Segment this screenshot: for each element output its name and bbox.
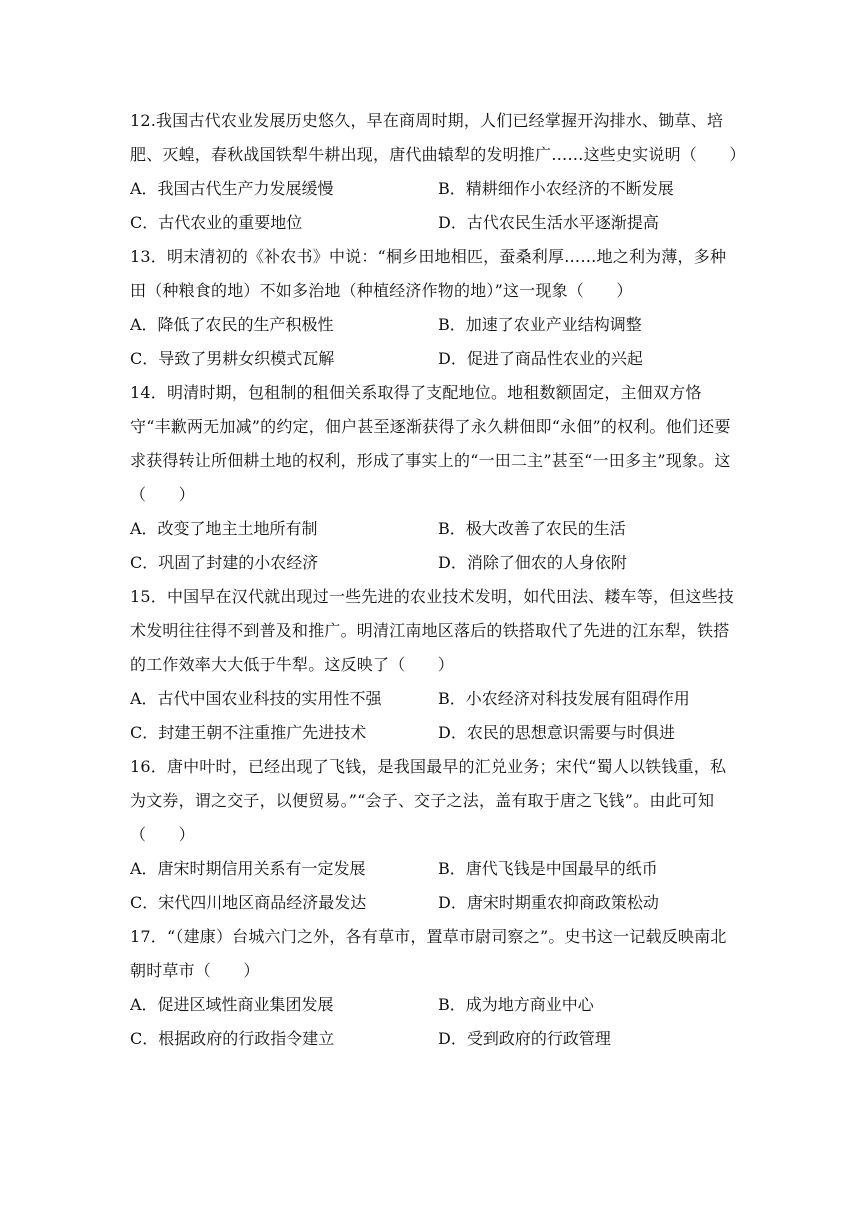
option-a: A．我国古代生产力发展缓慢 xyxy=(130,179,334,198)
question-stem: 13．明末清初的《补农书》中说：“桐乡田地相匹，蚕桑利厚……地之利为薄，多种田（种粮食的地）不如多治地（种植经济作物的地）”这一现象（ ） xyxy=(130,247,727,300)
option-a: A．唐宋时期信用关系有一定发展 xyxy=(130,859,366,878)
options-grid xyxy=(130,172,740,240)
option-d: D．受到政府的行政管理 xyxy=(438,1029,611,1048)
options-grid xyxy=(130,852,740,920)
option-c: C．古代农业的重要地位 xyxy=(130,213,303,232)
option-c: C．宋代四川地区商品经济最发达 xyxy=(130,893,367,912)
option-b: B．唐代飞钱是中国最早的纸币 xyxy=(438,859,658,878)
options-grid xyxy=(130,682,740,750)
question-15 xyxy=(130,580,740,750)
option-c: C．导致了男耕女织模式瓦解 xyxy=(130,349,335,368)
option-a: A．促进区域性商业集团发展 xyxy=(130,995,334,1014)
option-d: D．农民的思想意识需要与时俱进 xyxy=(438,723,675,742)
option-d: D．古代农民生活水平逐渐提高 xyxy=(438,213,659,232)
question-sheet xyxy=(130,104,746,1056)
options-grid xyxy=(130,308,740,376)
question-13 xyxy=(130,240,740,376)
option-a: A．降低了农民的生产积极性 xyxy=(130,315,334,334)
question-stem: 15．中国早在汉代就出现过一些先进的农业技术发明，如代田法、耧车等，但这些技术发明往往得不到普及和推广。明清江南地区落后的铁搭取代了先进的江东犁，铁搭的工作效率大大低于牛犁。这反映了（ ） xyxy=(130,587,734,674)
option-b: B．加速了农业产业结构调整 xyxy=(438,315,642,334)
option-c: C．根据政府的行政指令建立 xyxy=(130,1029,335,1048)
question-stem: 12.我国古代农业发展历史悠久，早在商周时期，人们已经掌握开沟排水、锄草、培肥、灭蝗，春秋战国铁犁牛耕出现，唐代曲辕犁的发明推广……这些史实说明（ ） xyxy=(130,111,746,164)
question-12 xyxy=(130,104,746,240)
option-d: D．唐宋时期重农抑商政策松动 xyxy=(438,893,659,912)
option-a: A．改变了地主土地所有制 xyxy=(130,519,318,538)
option-d: D．促进了商品性农业的兴起 xyxy=(438,349,643,368)
question-stem: 16．唐中叶时，已经出现了飞钱，是我国最早的汇兑业务；宋代“蜀人以铁钱重，私为文券，谓之交子，以便贸易。”“会子、交子之法，盖有取于唐之飞钱”。由此可知（ ） xyxy=(130,757,727,844)
question-16 xyxy=(130,750,740,920)
question-17 xyxy=(130,920,740,1056)
question-stem: 14．明清时期，包租制的租佃关系取得了支配地位。地租数额固定，主佃双方恪守“丰歉两无加减”的约定，佃户甚至逐渐获得了永久耕佃即“永佃”的权利。他们还要求获得转让所佃耕土地的权利，形成了事实上的“一田二主”甚至“一田多主”现象。这（ ） xyxy=(130,383,731,504)
option-d: D．消除了佃农的人身依附 xyxy=(438,553,627,572)
option-c: C．巩固了封建的小农经济 xyxy=(130,553,319,572)
option-b: B．小农经济对科技发展有阻碍作用 xyxy=(438,689,690,708)
option-c: C．封建王朝不注重推广先进技术 xyxy=(130,723,367,742)
question-14 xyxy=(130,376,740,580)
question-stem: 17．“（建康）台城六门之外，各有草市，置草市尉司察之”。史书这一记载反映南北朝时草市（ ） xyxy=(130,927,727,980)
option-b: B．精耕细作小农经济的不断发展 xyxy=(438,179,674,198)
option-b: B．极大改善了农民的生活 xyxy=(438,519,626,538)
option-a: A．古代中国农业科技的实用性不强 xyxy=(130,689,382,708)
option-b: B．成为地方商业中心 xyxy=(438,995,594,1014)
options-grid xyxy=(130,988,740,1056)
options-grid xyxy=(130,512,740,580)
